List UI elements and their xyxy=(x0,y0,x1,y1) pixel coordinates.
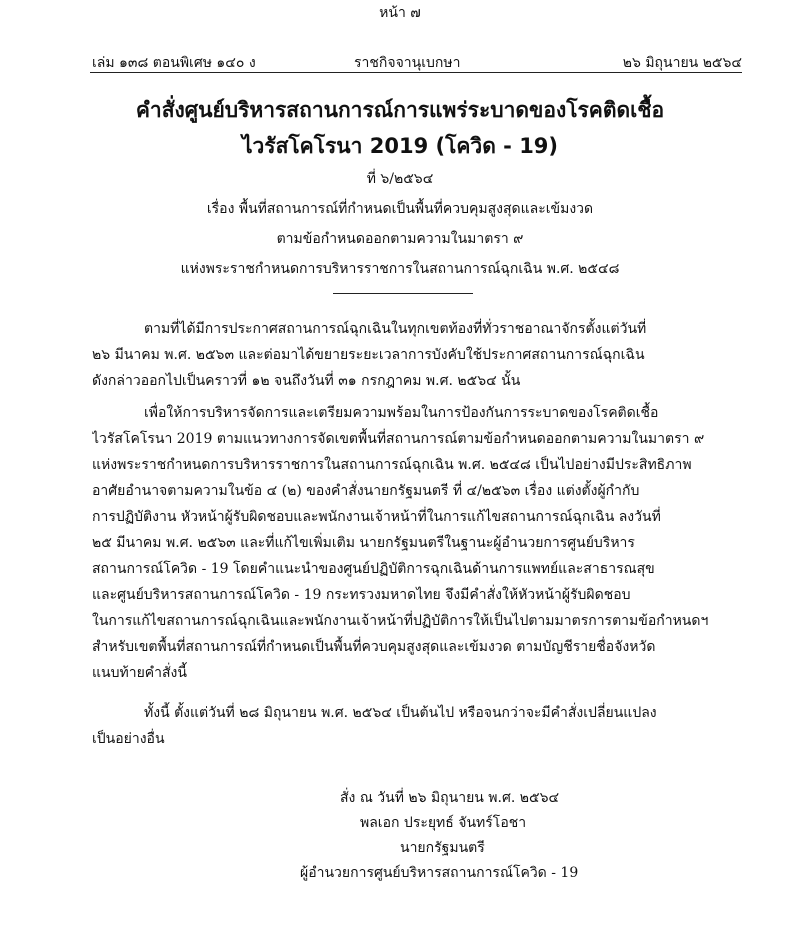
paragraph-line: ไวรัสโคโรนา 2019 ตามแนวทางการจัดเขตพื้นที่สถานการณ์ตามข้อกำหนดออกตามความในมาตรา ๙ xyxy=(92,431,705,447)
paragraph-line: แห่งพระราชกำหนดการบริหารราชการในสถานการณ์ฉุกเฉิน พ.ศ. ๒๕๔๘ เป็นไปอย่างมีประสิทธิภาพ xyxy=(92,457,692,473)
signer-name: พลเอก ประยุทธ์ จันทร์โอชา xyxy=(360,815,527,831)
signer-role: ผู้อำนวยการศูนย์บริหารสถานการณ์โควิด - 19 xyxy=(300,865,579,881)
gazette-date: ๒๖ มิถุนายน ๒๕๖๔ xyxy=(622,55,742,71)
signature-block xyxy=(300,786,700,886)
paragraph-2 xyxy=(92,400,742,686)
paragraph-line: เป็นอย่างอื่น xyxy=(92,731,165,747)
paragraph-line: การปฏิบัติงาน หัวหน้าผู้รับผิดชอบและพนักงานเจ้าหน้าที่ในการแก้ไขสถานการณ์ฉุกเฉิน ลงวันที่ xyxy=(92,509,661,525)
paragraph-line: ดังกล่าวออกไปเป็นคราวที่ ๑๒ จนถึงวันที่ ๓๑ กรกฎาคม พ.ศ. ๒๕๖๔ นั้น xyxy=(92,373,521,389)
title-divider xyxy=(333,293,473,294)
gazette-name: ราชกิจจานุเบกษา xyxy=(354,55,461,71)
order-number: ที่ ๖/๒๕๖๔ xyxy=(366,171,434,187)
subject-line3: แห่งพระราชกำหนดการบริหารราชการในสถานการณ์ฉุกเฉิน พ.ศ. ๒๕๔๘ xyxy=(180,261,620,277)
paragraph-line: สำหรับเขตพื้นที่สถานการณ์ที่กำหนดเป็นพื้นที่ควบคุมสูงสุดและเข้มงวด ตามบัญชีรายชื่อจังหวัด xyxy=(92,639,656,655)
header-divider xyxy=(90,72,742,73)
paragraph-line: และศูนย์บริหารสถานการณ์โควิด - 19 กระทรวงมหาดไทย จึงมีคำสั่งให้หัวหน้าผู้รับผิดชอบ xyxy=(92,587,631,603)
paragraph-1 xyxy=(92,316,742,394)
document-title-line1: คำสั่งศูนย์บริหารสถานการณ์การแพร่ระบาดของโรคติดเชื้อ xyxy=(135,98,665,122)
paragraph-line: อาศัยอำนาจตามความในข้อ ๔ (๒) ของคำสั่งนายกรัฐมนตรี ที่ ๔/๒๕๖๓ เรื่อง แต่งตั้งผู้กำกับ xyxy=(92,483,640,499)
paragraph-3 xyxy=(92,700,742,752)
paragraph-line: ในการแก้ไขสถานการณ์ฉุกเฉินและพนักงานเจ้าหน้าที่ปฏิบัติการให้เป็นไปตามมาตรการตามข้อกำหนดฯ xyxy=(92,613,709,629)
paragraph-line: สถานการณ์โควิด - 19 โดยคำแนะนำของศูนย์ปฏิบัติการฉุกเฉินด้านการแพทย์และสาธารณสุข xyxy=(92,561,655,577)
signer-position: นายกรัฐมนตรี xyxy=(400,840,485,856)
paragraph-line: แนบท้ายคำสั่งนี้ xyxy=(92,665,187,681)
paragraph-line: ๒๕ มีนาคม พ.ศ. ๒๕๖๓ และที่แก้ไขเพิ่มเติม นายกรัฐมนตรีในฐานะผู้อำนวยการศูนย์บริหาร xyxy=(92,535,635,551)
volume-info: เล่ม ๑๓๘ ตอนพิเศษ ๑๔๐ ง xyxy=(92,55,256,71)
paragraph-line: เพื่อให้การบริหารจัดการและเตรียมความพร้อมในการป้องกันการระบาดของโรคติดเชื้อ xyxy=(144,405,659,421)
page-number: หน้า ๗ xyxy=(379,5,421,21)
subject-line1: เรื่อง พื้นที่สถานการณ์ที่กำหนดเป็นพื้นที่ควบคุมสูงสุดและเข้มงวด xyxy=(206,201,594,217)
paragraph-line: ๒๖ มีนาคม พ.ศ. ๒๕๖๓ และต่อมาได้ขยายระยะเวลาการบังคับใช้ประกาศสถานการณ์ฉุกเฉิน xyxy=(92,347,645,363)
subject-line2: ตามข้อกำหนดออกตามความในมาตรา ๙ xyxy=(276,231,524,247)
document-title-line2: ไวรัสโคโรนา 2019 (โควิด - 19) xyxy=(241,134,559,158)
paragraph-line: ทั้งนี้ ตั้งแต่วันที่ ๒๘ มิถุนายน พ.ศ. ๒๕๖๔ เป็นต้นไป หรือจนกว่าจะมีคำสั่งเปลี่ยนแปลง xyxy=(144,705,657,721)
paragraph-line: ตามที่ได้มีการประกาศสถานการณ์ฉุกเฉินในทุกเขตท้องที่ทั่วราชอาณาจักรตั้งแต่วันที่ xyxy=(144,321,647,337)
signature-date: สั่ง ณ วันที่ ๒๖ มิถุนายน พ.ศ. ๒๕๖๔ xyxy=(340,790,560,806)
